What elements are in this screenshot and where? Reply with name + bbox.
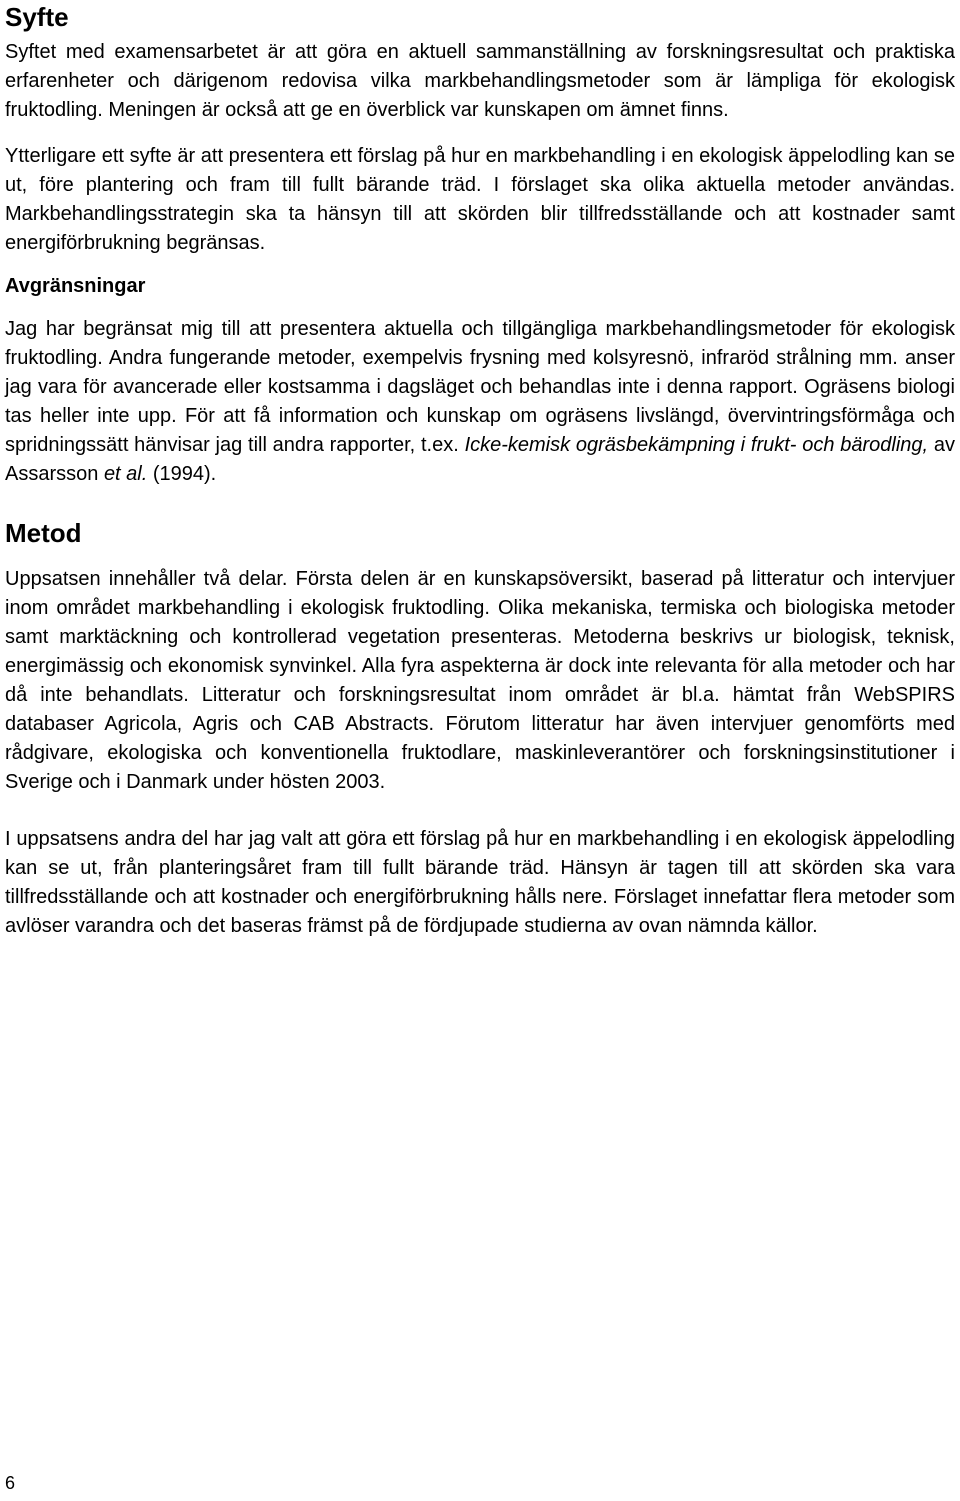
page-number: 6 [5,1473,16,1493]
reference-author: av Assarsson [5,434,955,485]
document-page [5,0,955,941]
reference-year: (1994). [152,463,217,485]
metod-paragraph-2: I uppsatsens andra del har jag valt att göra ett förslag på hur en markbehandling i en ekologisk äppelodling kan se ut, från planteringsåret fram till fullt bärande träd. Hänsyn är tagen till att skörden ska vara tillfredsställande och att kostnader och energiförbrukning hålls nere. Förslaget innefattar flera metoder som avlöser varandra och det baseras främst på de fördjupade studierna av ovan nämnda källor. [5,828,955,937]
heading-syfte: Syfte [5,2,69,32]
reference-title: Icke-kemisk ogräsbekämpning i frukt- och bärodling, [464,434,929,456]
heading-metod: Metod [5,518,82,548]
avgransningar-text: Jag har begränsat mig till att presentera aktuella och tillgängliga markbehandlingsmetoder för ekologisk fruktodling. Andra fungerande metoder, exempelvis frysning med kolsyresnö, infraröd strålning mm. anser jag vara för avancerade eller kostsamma i dagsläget och behandlas inte i denna rapport. Ogräsens biologi tas heller inte upp. För att få information och kunskap om ogräsens livslängd, övervintringsförmåga och spridningssätt hänvisar jag till andra rapporter, t.ex. [5,318,955,456]
avgransningar-paragraph [5,315,955,489]
reference-et-al: et al. [103,463,148,485]
heading-avgransningar: Avgränsningar [5,275,146,297]
syfte-paragraph-1: Syftet med examensarbetet är att göra en aktuell sammanställning av forskningsresultat och praktiska erfarenheter och därigenom redovisa vilka markbehandlingsmetoder som är lämpliga för ekologisk fruktodling. Meningen är också att ge en överblick var kunskapen om ämnet finns. [5,41,955,121]
metod-paragraph-1: Uppsatsen innehåller två delar. Första delen är en kunskapsöversikt, baserad på litteratur och intervjuer inom området markbehandling i ekologisk fruktodling. Olika mekaniska, termiska och biologiska metoder samt marktäckning och kontrollerad vegetation presenteras. Metoderna beskrivs ur biologisk, teknisk, energimässig och ekonomisk synvinkel. Alla fyra aspekterna är dock inte relevanta för alla metoder och har då inte behandlats. Litteratur och forskningsresultat inom området är bl.a. hämtat från WebSPIRS databaser Agricola, Agris och CAB Abstracts. Förutom litteratur har även intervjuer genomförts med rådgivare, ekologiska och konventionella fruktodlare, maskinleverantörer och forskningsinstitutioner i Sverige och i Danmark under hösten 2003. [5,568,955,793]
syfte-paragraph-2: Ytterligare ett syfte är att presentera ett förslag på hur en markbehandling i en ekologisk äppelodling kan se ut, före plantering och fram till fullt bärande träd. I förslaget ska olika aktuella metoder användas. Markbehandlingsstrategin ska ta hänsyn till att skörden blir tillfredsställande och att kostnader samt energiförbrukning begränsas. [5,145,955,254]
